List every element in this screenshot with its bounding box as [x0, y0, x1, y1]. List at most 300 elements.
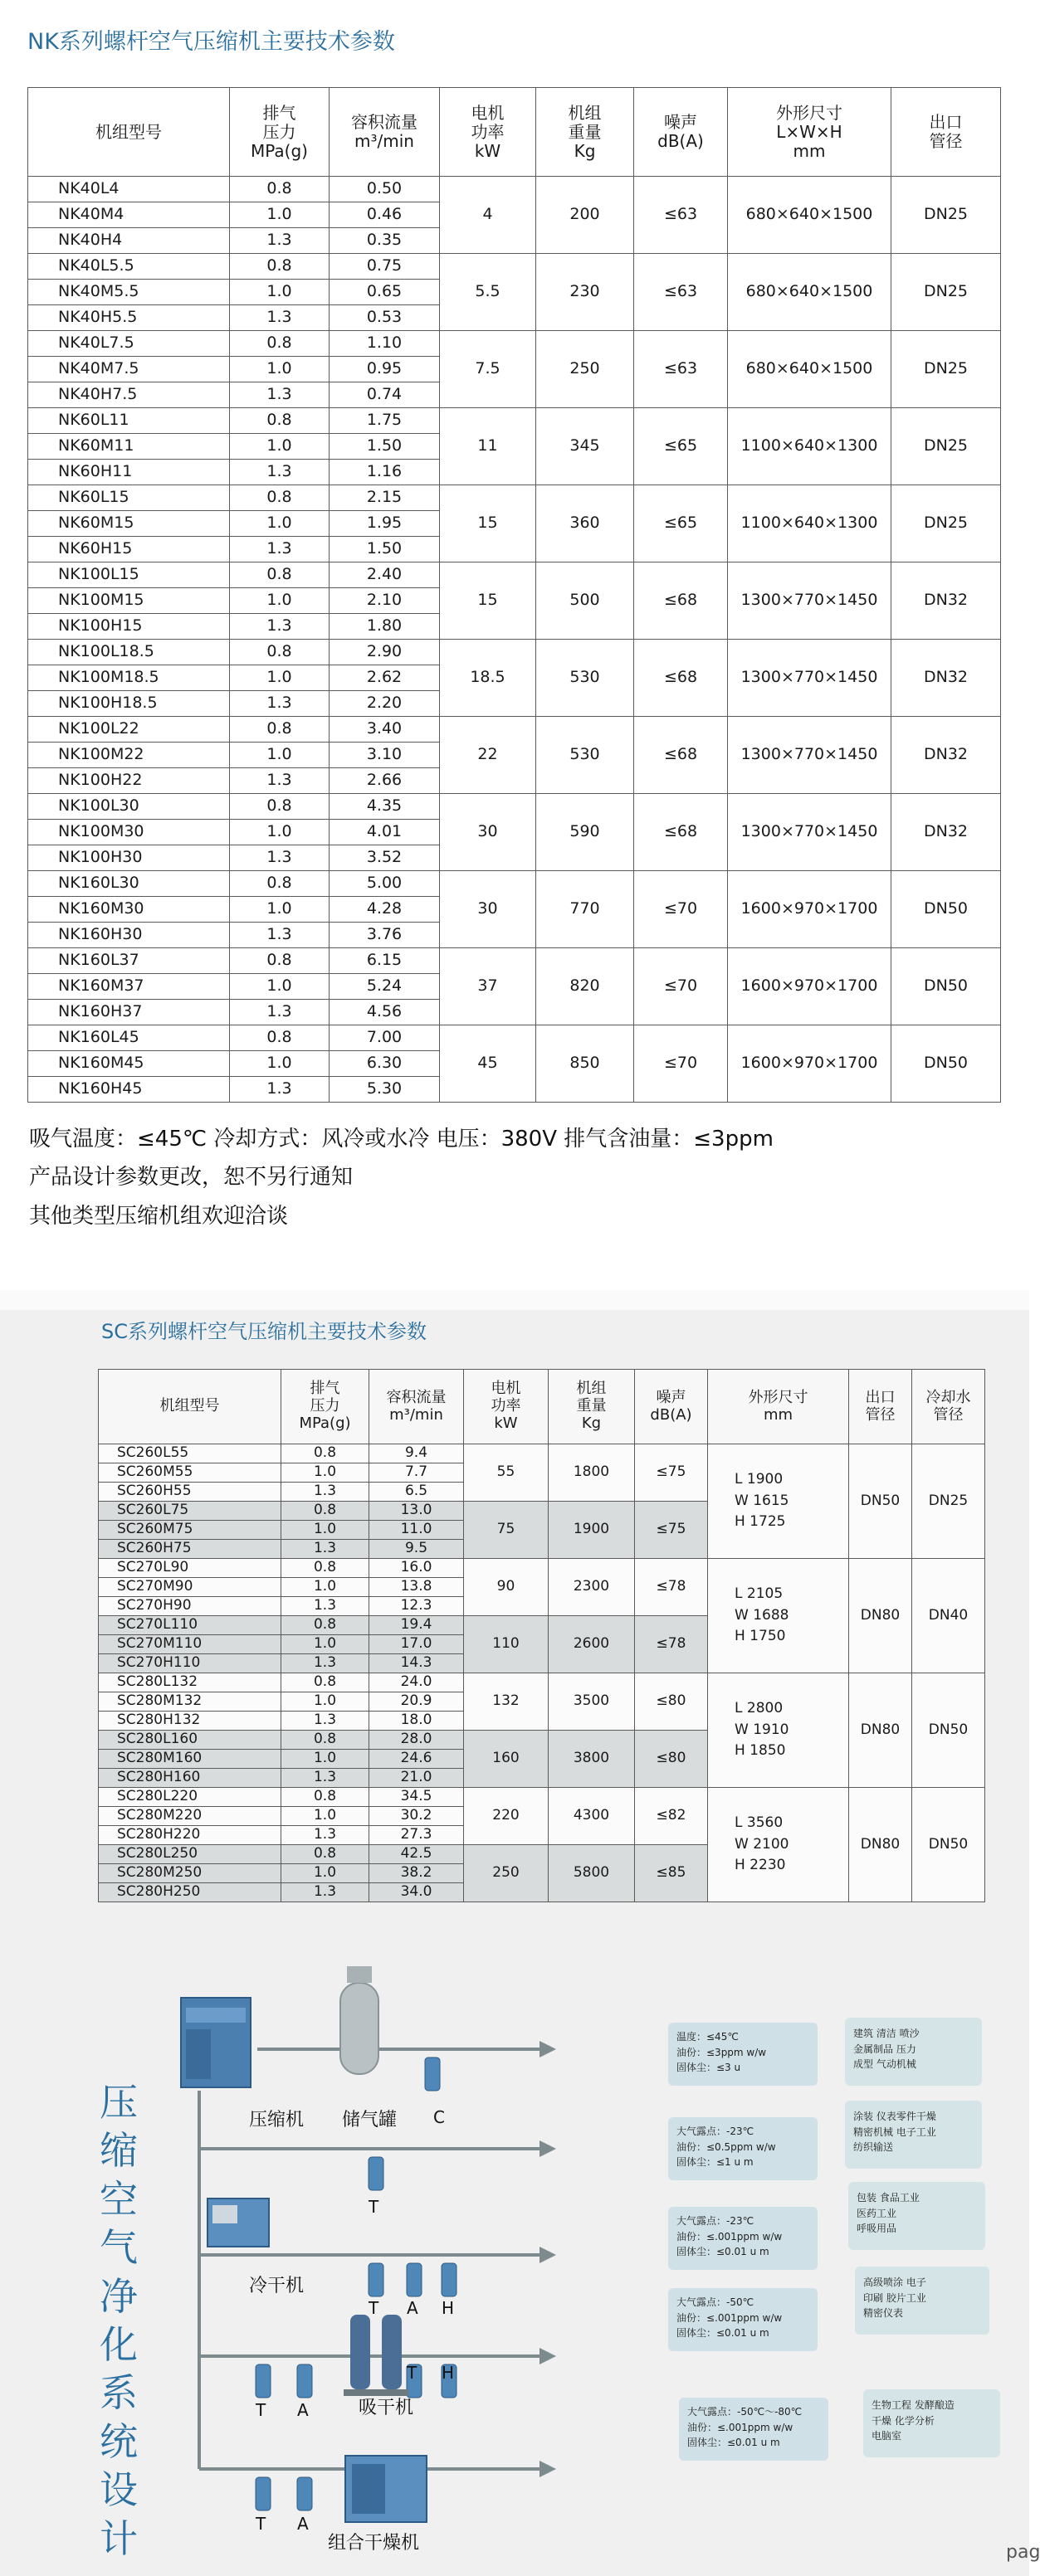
sc-col-size: 外形尺寸 mm [708, 1370, 849, 1444]
nk-model-cell: NK60H15 [28, 537, 230, 562]
sc-col-model: 机组型号 [99, 1370, 281, 1444]
nk-model-cell: NK160M45 [28, 1051, 230, 1077]
nk-table-row [28, 485, 1001, 511]
nk-weight-cell: 250 [536, 331, 634, 408]
nk-note-conditions: 吸气温度：≤45℃ 冷却方式：风冷或水冷 电压：380V 排气含油量：≤3ppm [29, 1127, 774, 1152]
sc-size-cell: L 2105 W 1688 H 1750 [708, 1559, 849, 1673]
sc-pressure-cell: 1.3 [281, 1712, 369, 1731]
nk-power-cell: 37 [440, 948, 536, 1025]
nk-flow-cell: 2.40 [330, 562, 440, 588]
label-combined-dryer: 组合干燥机 [328, 2533, 420, 2554]
nk-flow-cell: 2.15 [330, 485, 440, 511]
nk-power-cell: 15 [440, 485, 536, 562]
sc-weight-cell: 1800 [549, 1444, 635, 1502]
nk-model-cell: NK100M18.5 [28, 665, 230, 691]
nk-noise-cell: ≤70 [634, 871, 728, 948]
sc-weight-cell: 1900 [549, 1502, 635, 1559]
nk-size-cell: 1100×640×1300 [728, 408, 891, 485]
nk-flow-cell: 2.90 [330, 640, 440, 665]
label-filter-t4: T [407, 2363, 417, 2383]
sc-flow-cell: 34.0 [369, 1883, 464, 1902]
sc-weight-cell: 2600 [549, 1616, 635, 1673]
nk-size-cell: 680×640×1500 [728, 254, 891, 331]
condition-2-line-3: 固体尘：≤1 u m [676, 2156, 754, 2169]
nk-pressure-cell: 1.0 [230, 897, 330, 923]
nk-flow-cell: 0.35 [330, 228, 440, 254]
nk-size-cell: 680×640×1500 [728, 331, 891, 408]
nk-pressure-cell: 1.3 [230, 845, 330, 871]
nk-size-cell: 1600×970×1700 [728, 1025, 891, 1103]
nk-model-cell: NK40L7.5 [28, 331, 230, 357]
sc-flow-cell: 30.2 [369, 1807, 464, 1826]
sc-flow-cell: 14.3 [369, 1654, 464, 1673]
sc-weight-cell: 4300 [549, 1788, 635, 1845]
nk-model-cell: NK60M11 [28, 434, 230, 460]
nk-model-cell: NK100H18.5 [28, 691, 230, 717]
nk-pressure-cell: 1.0 [230, 357, 330, 382]
page-edge [0, 1290, 1029, 1310]
sc-noise-cell: ≤80 [635, 1673, 708, 1731]
filter-a2-icon [297, 2364, 312, 2398]
nk-flow-cell: 0.53 [330, 305, 440, 331]
nk-pressure-cell: 0.8 [230, 871, 330, 897]
nk-noise-cell: ≤65 [634, 408, 728, 485]
nk-pressure-cell: 0.8 [230, 640, 330, 665]
nk-note-contact: 其他类型压缩机组欢迎洽谈 [29, 1204, 289, 1229]
arrow-4 [540, 2348, 556, 2364]
sc-col-outlet: 出口 管径 [849, 1370, 912, 1444]
nk-size-cell: 1600×970×1700 [728, 948, 891, 1025]
condition-3-line-3: 固体尘：≤0.01 u m [676, 2246, 769, 2258]
label-filter-c: C [433, 2107, 445, 2127]
nk-pressure-cell: 1.3 [230, 923, 330, 948]
nk-pressure-cell: 1.0 [230, 280, 330, 305]
sc-outlet-cell: DN50 [849, 1444, 912, 1559]
sc-pressure-cell: 1.3 [281, 1540, 369, 1559]
sc-noise-cell: ≤85 [635, 1845, 708, 1902]
condition-1-line-2: 油份：≤3ppm w/w [676, 2046, 767, 2058]
nk-flow-cell: 1.10 [330, 331, 440, 357]
nk-flow-cell: 0.75 [330, 254, 440, 280]
label-filter-t3: T [256, 2400, 266, 2420]
nk-outlet-cell: DN32 [891, 640, 1001, 717]
nk-flow-cell: 1.16 [330, 460, 440, 485]
filter-t-icon [369, 2157, 383, 2190]
nk-model-cell: NK100H30 [28, 845, 230, 871]
sc-model-cell: SC260L55 [99, 1444, 281, 1463]
sc-flow-cell: 17.0 [369, 1635, 464, 1654]
nk-power-cell: 11 [440, 408, 536, 485]
application-box-4 [855, 2267, 989, 2335]
nk-model-cell: NK40M7.5 [28, 357, 230, 382]
nk-pressure-cell: 0.8 [230, 717, 330, 743]
sc-flow-cell: 7.7 [369, 1463, 464, 1483]
sc-flow-cell: 42.5 [369, 1845, 464, 1864]
nk-flow-cell: 5.24 [330, 974, 440, 1000]
sc-table-row [99, 1559, 985, 1578]
nk-table-row [28, 177, 1001, 202]
sc-flow-cell: 9.4 [369, 1444, 464, 1463]
sc-col-flow: 容积流量 m³/min [369, 1370, 464, 1444]
application-3-line-3: 呼吸用品 [857, 2223, 897, 2235]
filter-a3-icon [297, 2477, 312, 2510]
col-size: 外形尺寸 L×W×H mm [728, 88, 891, 177]
sc-power-cell: 250 [464, 1845, 549, 1902]
nk-size-cell: 1300×770×1450 [728, 562, 891, 640]
sc-power-cell: 75 [464, 1502, 549, 1559]
nk-table-row [28, 562, 1001, 588]
sc-model-cell: SC280L160 [99, 1731, 281, 1750]
label-filter-t1: T [369, 2197, 379, 2217]
sc-cooling-cell: DN40 [912, 1559, 985, 1673]
label-adsorption-dryer: 吸干机 [359, 2398, 414, 2418]
sc-model-cell: SC280H220 [99, 1826, 281, 1845]
nk-size-cell: 1600×970×1700 [728, 871, 891, 948]
sc-flow-cell: 24.6 [369, 1750, 464, 1769]
sc-col-weight: 机组 重量 Kg [549, 1370, 635, 1444]
nk-model-cell: NK60L15 [28, 485, 230, 511]
application-4-line-1: 高级喷涂 电子 [863, 2277, 926, 2288]
application-4-line-3: 精密仪表 [863, 2307, 904, 2320]
condition-box-3 [668, 2207, 818, 2270]
sc-power-cell: 160 [464, 1731, 549, 1788]
nk-flow-cell: 6.15 [330, 948, 440, 974]
sc-table-row [99, 1788, 985, 1807]
sc-col-pressure: 排气 压力 MPa(g) [281, 1370, 369, 1444]
nk-power-cell: 5.5 [440, 254, 536, 331]
sc-weight-cell: 5800 [549, 1845, 635, 1902]
sc-model-cell: SC260H55 [99, 1483, 281, 1502]
nk-flow-cell: 7.00 [330, 1025, 440, 1051]
condition-5-line-3: 固体尘：≤0.01 u m [687, 2437, 780, 2449]
nk-pressure-cell: 1.3 [230, 305, 330, 331]
condition-box-5 [679, 2398, 828, 2461]
sc-flow-cell: 18.0 [369, 1712, 464, 1731]
nk-model-cell: NK40H5.5 [28, 305, 230, 331]
filter-h-icon [442, 2263, 457, 2296]
nk-flow-cell: 1.75 [330, 408, 440, 434]
nk-power-cell: 7.5 [440, 331, 536, 408]
sc-col-power: 电机 功率 kW [464, 1370, 549, 1444]
sc-flow-cell: 11.0 [369, 1521, 464, 1540]
nk-model-cell: NK160L45 [28, 1025, 230, 1051]
col-outlet: 出口 管径 [891, 88, 1001, 177]
condition-box-4 [668, 2288, 818, 2351]
nk-weight-cell: 850 [536, 1025, 634, 1103]
nk-size-cell: 1300×770×1450 [728, 717, 891, 794]
nk-pressure-cell: 1.3 [230, 228, 330, 254]
nk-flow-cell: 3.52 [330, 845, 440, 871]
sc-model-cell: SC280M250 [99, 1864, 281, 1883]
sc-model-cell: SC280M132 [99, 1692, 281, 1712]
nk-weight-cell: 200 [536, 177, 634, 254]
refrigerated-dryer-icon [208, 2199, 269, 2247]
sc-outlet-cell: DN80 [849, 1559, 912, 1673]
nk-flow-cell: 2.10 [330, 588, 440, 614]
compressor-icon [181, 1998, 251, 2087]
nk-power-cell: 18.5 [440, 640, 536, 717]
condition-3-line-2: 油份：≤.001ppm w/w [676, 2230, 783, 2242]
nk-table-title: NK系列螺杆空气压缩机主要技术参数 [27, 29, 395, 55]
label-compressor: 压缩机 [249, 2110, 305, 2130]
nk-outlet-cell: DN25 [891, 331, 1001, 408]
label-filter-t5: T [256, 2514, 266, 2534]
sc-model-cell: SC260L75 [99, 1502, 281, 1521]
sc-pressure-cell: 1.0 [281, 1521, 369, 1540]
sc-model-cell: SC260H75 [99, 1540, 281, 1559]
application-1-line-1: 建筑 清洁 喷沙 [853, 2028, 920, 2039]
nk-pressure-cell: 0.8 [230, 948, 330, 974]
application-box-1 [845, 2018, 982, 2086]
sc-size-cell: L 2800 W 1910 H 1850 [708, 1673, 849, 1788]
sc-pressure-cell: 0.8 [281, 1444, 369, 1463]
sc-noise-cell: ≤78 [635, 1559, 708, 1616]
sc-power-cell: 132 [464, 1673, 549, 1731]
sc-cooling-cell: DN25 [912, 1444, 985, 1559]
condition-box-1 [668, 2023, 818, 2086]
nk-weight-cell: 530 [536, 640, 634, 717]
nk-weight-cell: 360 [536, 485, 634, 562]
sc-power-cell: 110 [464, 1616, 549, 1673]
sc-spec-table [98, 1369, 985, 1902]
sc-model-cell: SC270H110 [99, 1654, 281, 1673]
arrow-2 [540, 2140, 556, 2157]
sc-flow-cell: 13.0 [369, 1502, 464, 1521]
arrow-3 [540, 2247, 556, 2263]
nk-pressure-cell: 0.8 [230, 1025, 330, 1051]
nk-model-cell: NK100H15 [28, 614, 230, 640]
condition-3-line-1: 大气露点：-23℃ [676, 2215, 754, 2227]
nk-outlet-cell: DN25 [891, 254, 1001, 331]
label-refrigerated-dryer: 冷干机 [249, 2276, 305, 2296]
col-noise: 噪声 dB(A) [634, 88, 728, 177]
nk-model-cell: NK60L11 [28, 408, 230, 434]
sc-flow-cell: 21.0 [369, 1769, 464, 1788]
application-5-line-3: 电脑室 [872, 2430, 902, 2442]
nk-model-cell: NK60M15 [28, 511, 230, 537]
nk-flow-cell: 4.01 [330, 820, 440, 845]
col-weight: 机组 重量 Kg [536, 88, 634, 177]
nk-outlet-cell: DN32 [891, 794, 1001, 871]
nk-flow-cell: 0.46 [330, 202, 440, 228]
nk-model-cell: NK100L15 [28, 562, 230, 588]
sc-flow-cell: 28.0 [369, 1731, 464, 1750]
condition-4-line-2: 油份：≤.001ppm w/w [676, 2311, 783, 2324]
application-box-2 [845, 2101, 982, 2169]
sc-pressure-cell: 1.3 [281, 1483, 369, 1502]
nk-outlet-cell: DN32 [891, 717, 1001, 794]
nk-weight-cell: 530 [536, 717, 634, 794]
condition-1-line-1: 温度：≤45℃ [676, 2031, 739, 2043]
sc-pressure-cell: 0.8 [281, 1559, 369, 1578]
nk-noise-cell: ≤65 [634, 485, 728, 562]
nk-weight-cell: 770 [536, 871, 634, 948]
nk-model-cell: NK160H37 [28, 1000, 230, 1025]
sc-cooling-cell: DN50 [912, 1788, 985, 1902]
sc-flow-cell: 20.9 [369, 1692, 464, 1712]
nk-flow-cell: 0.95 [330, 357, 440, 382]
nk-model-cell: NK40L5.5 [28, 254, 230, 280]
nk-noise-cell: ≤63 [634, 331, 728, 408]
application-3-line-1: 包装 食品工业 [857, 2192, 920, 2203]
nk-weight-cell: 590 [536, 794, 634, 871]
sc-model-cell: SC280H132 [99, 1712, 281, 1731]
nk-weight-cell: 500 [536, 562, 634, 640]
sc-pressure-cell: 1.3 [281, 1769, 369, 1788]
label-filter-t2: T [369, 2298, 379, 2318]
nk-noise-cell: ≤63 [634, 177, 728, 254]
nk-flow-cell: 1.50 [330, 434, 440, 460]
nk-pressure-cell: 0.8 [230, 254, 330, 280]
nk-model-cell: NK160L37 [28, 948, 230, 974]
sc-pressure-cell: 1.3 [281, 1883, 369, 1902]
sc-model-cell: SC280L250 [99, 1845, 281, 1864]
sc-size-cell: L 3560 W 2100 H 2230 [708, 1788, 849, 1902]
col-model: 机组型号 [28, 88, 230, 177]
nk-noise-cell: ≤70 [634, 948, 728, 1025]
nk-pressure-cell: 1.3 [230, 460, 330, 485]
nk-noise-cell: ≤68 [634, 794, 728, 871]
sc-pressure-cell: 0.8 [281, 1731, 369, 1750]
nk-model-cell: NK40M5.5 [28, 280, 230, 305]
sc-pressure-cell: 1.0 [281, 1578, 369, 1597]
nk-model-cell: NK100H22 [28, 768, 230, 794]
nk-outlet-cell: DN50 [891, 948, 1001, 1025]
condition-5-line-2: 油份：≤.001ppm w/w [687, 2421, 793, 2433]
nk-flow-cell: 2.66 [330, 768, 440, 794]
application-box-5 [863, 2389, 1000, 2457]
nk-model-cell: NK100L30 [28, 794, 230, 820]
nk-model-cell: NK100L18.5 [28, 640, 230, 665]
sc-model-cell: SC270L90 [99, 1559, 281, 1578]
sc-flow-cell: 12.3 [369, 1597, 464, 1616]
nk-flow-cell: 4.56 [330, 1000, 440, 1025]
application-1-line-3: 成型 气动机械 [853, 2058, 916, 2071]
nk-weight-cell: 345 [536, 408, 634, 485]
sc-flow-cell: 34.5 [369, 1788, 464, 1807]
sc-noise-cell: ≤75 [635, 1502, 708, 1559]
application-4-line-2: 印刷 胶片工业 [863, 2291, 926, 2304]
filter-t5-icon [256, 2477, 271, 2510]
nk-model-cell: NK160H30 [28, 923, 230, 948]
application-2-line-1: 涂装 仪表零件干燥 [853, 2111, 936, 2122]
nk-model-cell: NK100M22 [28, 743, 230, 768]
nk-table-row [28, 794, 1001, 820]
nk-flow-cell: 0.74 [330, 382, 440, 408]
nk-flow-cell: 5.00 [330, 871, 440, 897]
sc-pressure-cell: 1.0 [281, 1807, 369, 1826]
sc-noise-cell: ≤80 [635, 1731, 708, 1788]
nk-pressure-cell: 1.0 [230, 820, 330, 845]
sc-pressure-cell: 1.0 [281, 1692, 369, 1712]
nk-weight-cell: 230 [536, 254, 634, 331]
nk-noise-cell: ≤68 [634, 717, 728, 794]
sc-noise-cell: ≤75 [635, 1444, 708, 1502]
sc-model-cell: SC280M220 [99, 1807, 281, 1826]
nk-flow-cell: 0.50 [330, 177, 440, 202]
nk-flow-cell: 0.65 [330, 280, 440, 305]
nk-table-row [28, 408, 1001, 434]
sc-outlet-cell: DN80 [849, 1673, 912, 1788]
sc-pressure-cell: 1.3 [281, 1826, 369, 1845]
nk-model-cell: NK40H4 [28, 228, 230, 254]
nk-model-cell: NK60H11 [28, 460, 230, 485]
sc-flow-cell: 19.4 [369, 1616, 464, 1635]
sc-table-row [99, 1444, 985, 1463]
nk-flow-cell: 1.80 [330, 614, 440, 640]
nk-outlet-cell: DN32 [891, 562, 1001, 640]
nk-pressure-cell: 1.3 [230, 691, 330, 717]
sc-flow-cell: 16.0 [369, 1559, 464, 1578]
condition-2-line-1: 大气露点：-23℃ [676, 2126, 754, 2137]
sc-weight-cell: 3500 [549, 1673, 635, 1731]
application-5-line-2: 干燥 化学分析 [872, 2414, 935, 2427]
nk-flow-cell: 3.10 [330, 743, 440, 768]
sc-flow-cell: 6.5 [369, 1483, 464, 1502]
label-filter-h2: H [442, 2363, 455, 2383]
nk-power-cell: 45 [440, 1025, 536, 1103]
arrow-1 [540, 2041, 556, 2057]
nk-pressure-cell: 1.0 [230, 588, 330, 614]
sc-flow-cell: 24.0 [369, 1673, 464, 1692]
condition-1-line-3: 固体尘：≤3 u [676, 2062, 741, 2074]
nk-pressure-cell: 1.3 [230, 614, 330, 640]
nk-size-cell: 680×640×1500 [728, 177, 891, 254]
nk-pressure-cell: 0.8 [230, 794, 330, 820]
sc-model-cell: SC280L220 [99, 1788, 281, 1807]
sc-model-cell: SC280H160 [99, 1769, 281, 1788]
sc-pressure-cell: 1.0 [281, 1463, 369, 1483]
sc-table-row [99, 1673, 985, 1692]
nk-size-cell: 1100×640×1300 [728, 485, 891, 562]
nk-model-cell: NK160M37 [28, 974, 230, 1000]
nk-flow-cell: 5.30 [330, 1077, 440, 1103]
nk-power-cell: 4 [440, 177, 536, 254]
nk-flow-cell: 1.95 [330, 511, 440, 537]
nk-pressure-cell: 1.0 [230, 665, 330, 691]
nk-note-disclaimer: 产品设计参数更改，恕不另行通知 [29, 1165, 354, 1190]
nk-flow-cell: 1.50 [330, 537, 440, 562]
nk-outlet-cell: DN25 [891, 177, 1001, 254]
nk-pressure-cell: 1.0 [230, 743, 330, 768]
nk-pressure-cell: 1.3 [230, 1000, 330, 1025]
nk-flow-cell: 3.40 [330, 717, 440, 743]
purification-diagram [133, 1958, 730, 2555]
label-filter-a2: A [297, 2400, 309, 2420]
sc-model-cell: SC260M75 [99, 1521, 281, 1540]
nk-pressure-cell: 1.3 [230, 537, 330, 562]
condition-4-line-1: 大气露点：-50℃ [676, 2296, 754, 2308]
sc-model-cell: SC280L132 [99, 1673, 281, 1692]
nk-flow-cell: 2.20 [330, 691, 440, 717]
sc-pressure-cell: 0.8 [281, 1788, 369, 1807]
nk-power-cell: 15 [440, 562, 536, 640]
nk-flow-cell: 4.28 [330, 897, 440, 923]
nk-flow-cell: 4.35 [330, 794, 440, 820]
nk-pressure-cell: 0.8 [230, 408, 330, 434]
sc-col-noise: 噪声 dB(A) [635, 1370, 708, 1444]
nk-table-row [28, 640, 1001, 665]
label-filter-h1: H [442, 2298, 455, 2318]
sc-noise-cell: ≤82 [635, 1788, 708, 1845]
nk-noise-cell: ≤68 [634, 640, 728, 717]
nk-table-row [28, 717, 1001, 743]
nk-model-cell: NK160H45 [28, 1077, 230, 1103]
nk-model-cell: NK40L4 [28, 177, 230, 202]
nk-noise-cell: ≤63 [634, 254, 728, 331]
sc-flow-cell: 27.3 [369, 1826, 464, 1845]
nk-power-cell: 30 [440, 871, 536, 948]
